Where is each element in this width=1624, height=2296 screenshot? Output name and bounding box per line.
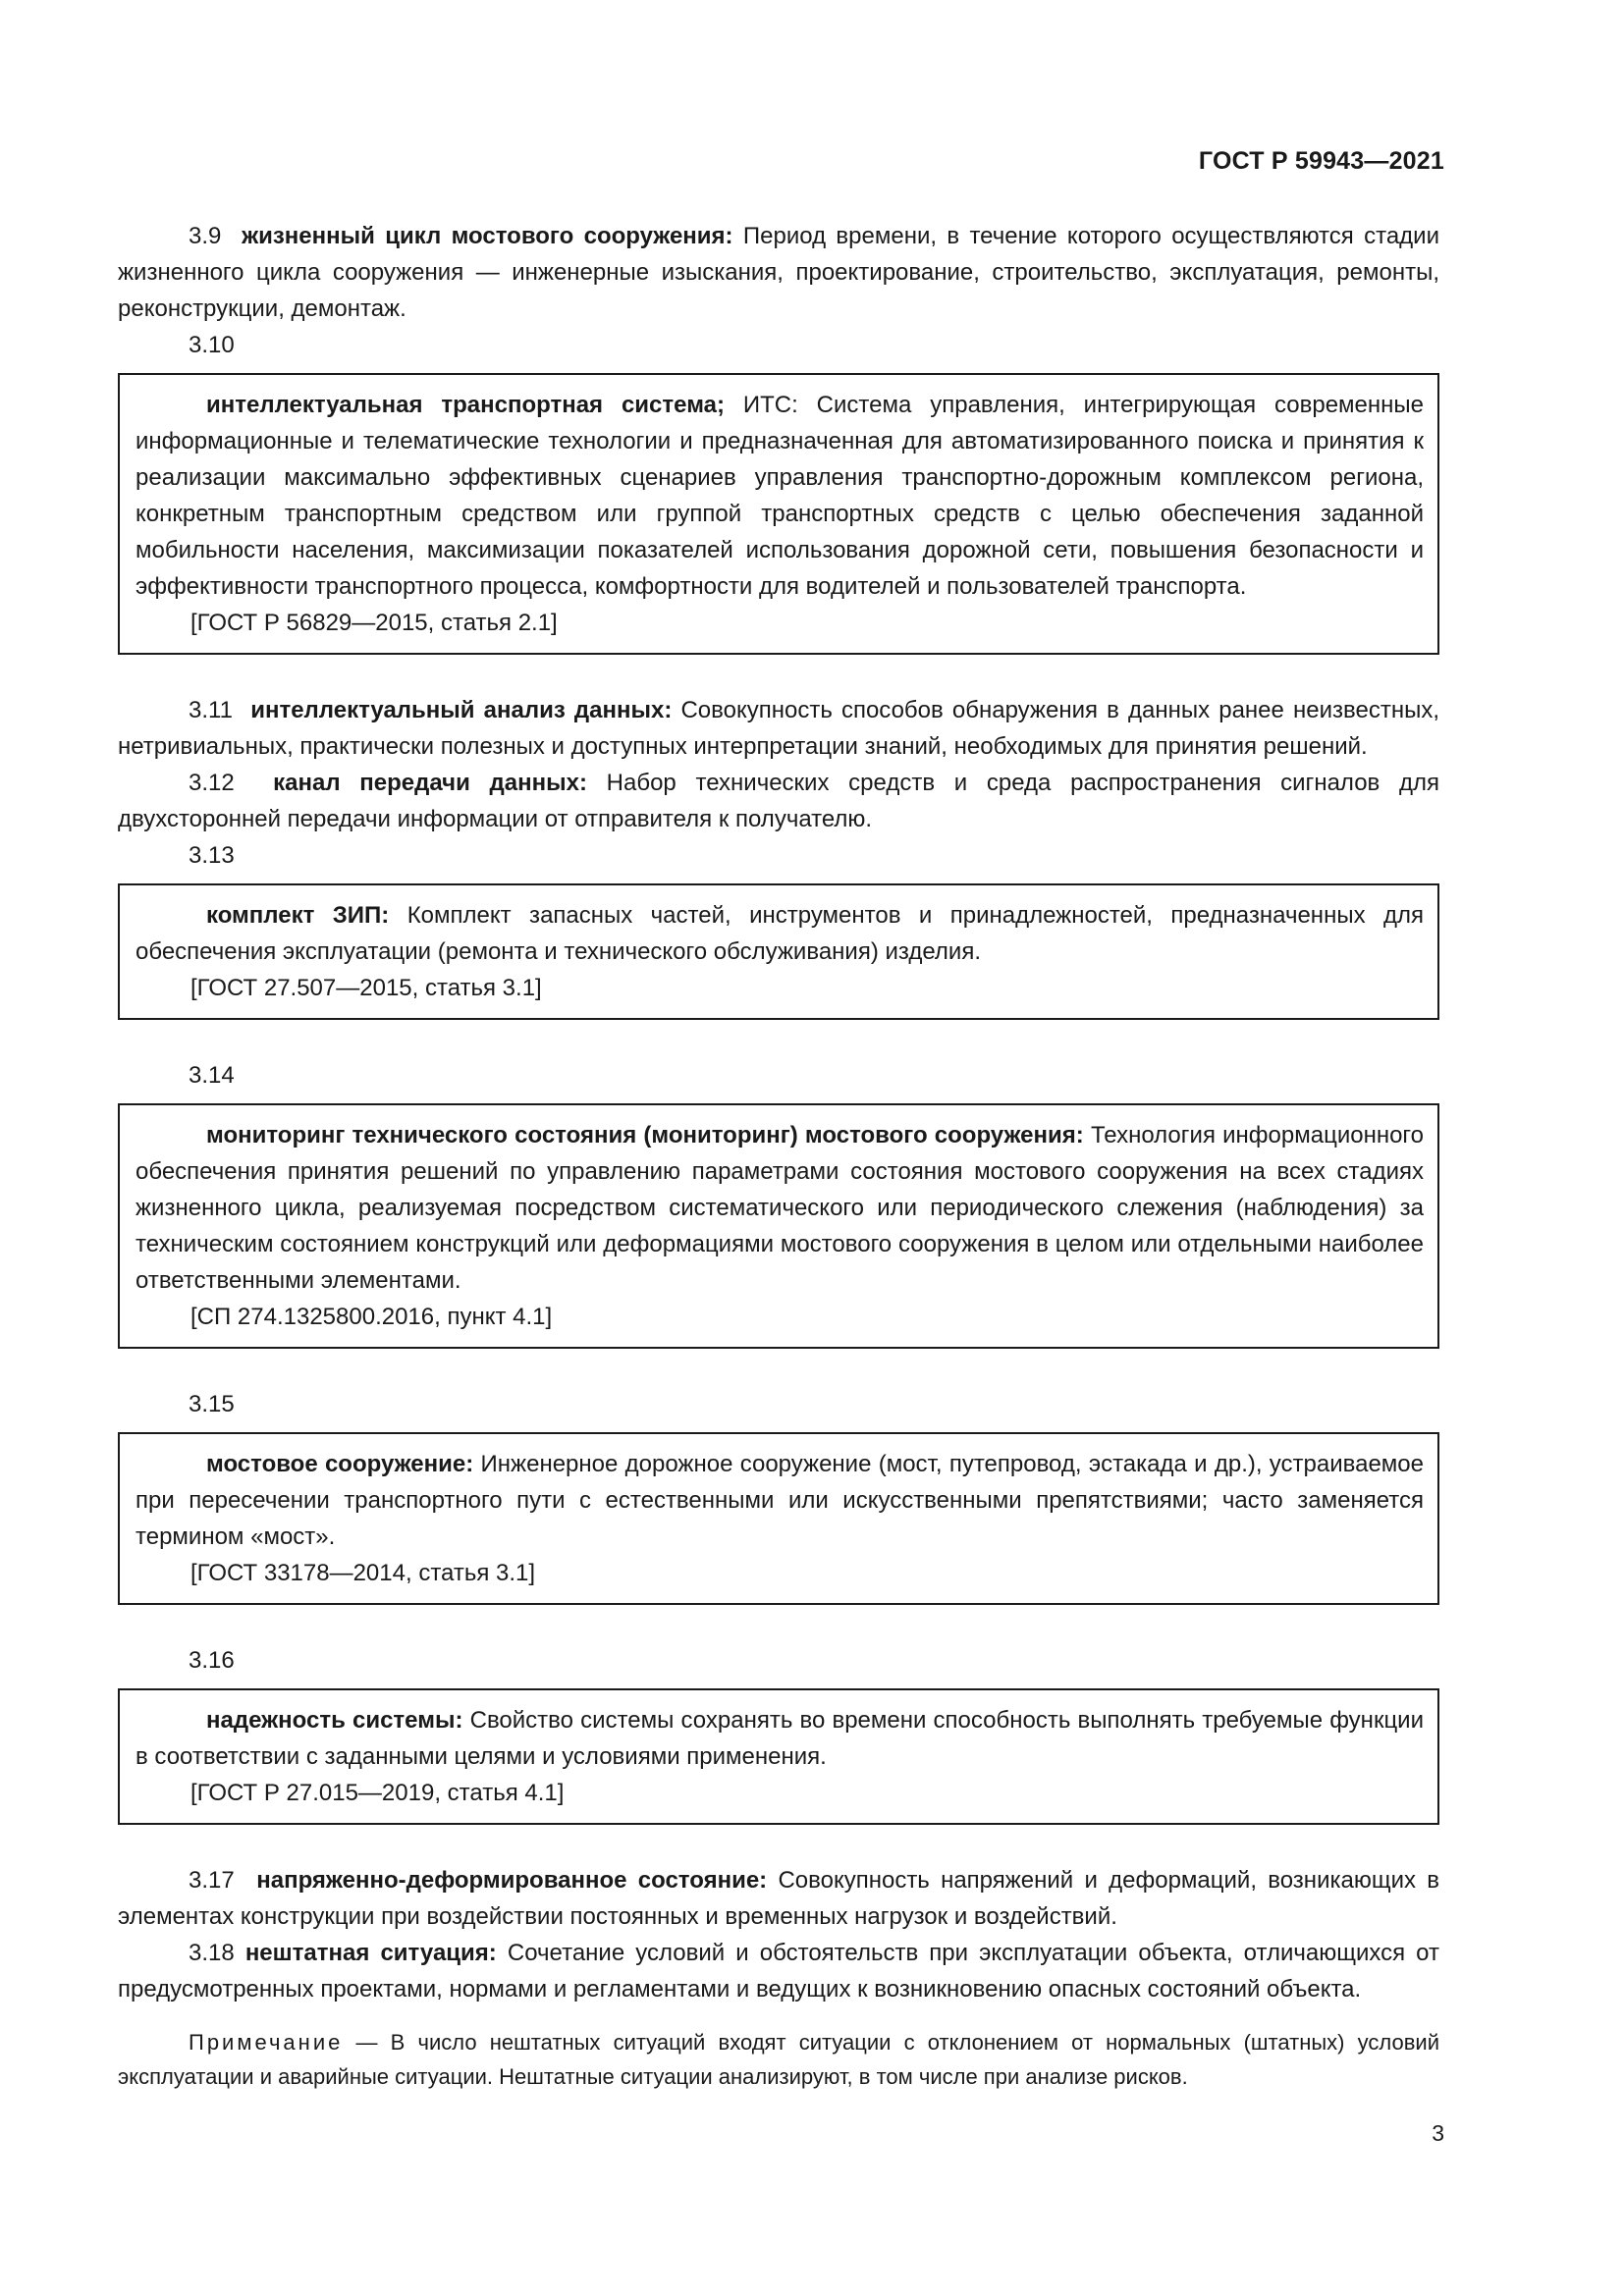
note-lead: Примечание <box>189 2030 344 2055</box>
entry-number: 3.9 <box>189 223 222 249</box>
entry-source: [ГОСТ Р 27.015—2019, статья 4.1] <box>190 1780 565 1806</box>
entry-source: [ГОСТ Р 56829—2015, статья 2.1] <box>190 610 558 636</box>
entry-definition: Набор технических средств и среда распространения сигналов для двухсторонней передачи информации от отправителя к получателю. <box>118 770 1439 832</box>
entry-source: [СП 274.1325800.2016, пункт 4.1] <box>190 1304 553 1330</box>
entry-3-17 <box>118 1862 1439 1935</box>
entry-definition: Совокупность способов обнаружения в данных ранее неизвестных, нетривиальных, практически полезных и доступных интерпретации знаний, необходимых для принятия решений. <box>118 697 1439 760</box>
entry-3-14-definition <box>135 1117 1424 1299</box>
entry-term: надежность системы: <box>206 1707 463 1734</box>
entry-3-11 <box>118 692 1439 765</box>
entry-term: мониторинг технического состояния (мониторинг) мостового сооружения: <box>206 1122 1084 1148</box>
entry-3-14-box <box>118 1103 1439 1349</box>
entry-definition: Свойство системы сохранять во времени способность выполнять требуемые функции в соответствии с заданными целями и условиями применения. <box>135 1707 1424 1770</box>
entry-source: [ГОСТ 27.507—2015, статья 3.1] <box>190 975 542 1001</box>
page-number: 3 <box>1432 2120 1444 2146</box>
entry-number: 3.18 <box>189 1940 235 1966</box>
entry-definition: Комплект запасных частей, инструментов и принадлежностей, предназначенных для обеспечения эксплуатации (ремонта и технического обслуживания) изделия. <box>135 902 1424 965</box>
entry-3-18 <box>118 1935 1439 2007</box>
entry-3-13-definition <box>135 897 1424 970</box>
entry-3-16-box <box>118 1688 1439 1825</box>
entry-number: 3.17 <box>189 1867 235 1894</box>
entry-3-10-definition <box>135 387 1424 605</box>
entry-3-14-number: 3.14 <box>189 1062 235 1089</box>
entry-3-15-box <box>118 1432 1439 1605</box>
entry-term: интеллектуальная транспортная система; <box>206 392 725 418</box>
entry-definition: Совокупность напряжений и деформаций, возникающих в элементах конструкции при воздействии постоянных и временных нагрузок и воздействий. <box>118 1867 1440 1930</box>
entry-definition: ИТС: Система управления, интегрирующая современные информационные и телематические технологии и предназначенная для автоматизированного поиска и принятия к реализации максимально эффективных сценариев управления транспортно-дорожным комплексом региона, конкретным транспортным средством или группой транспортных средств с целью обеспечения заданной мобильности населения, максимизации показателей использования дорожной сети, повышения безопасности и эффективности транспортного процесса, комфортности для водителей и пользователей транспорта. <box>135 392 1424 600</box>
entry-3-12 <box>118 765 1439 837</box>
document-body <box>118 218 1439 2094</box>
entry-3-15-number: 3.15 <box>189 1391 235 1417</box>
entry-source: [ГОСТ 33178—2014, статья 3.1] <box>190 1560 536 1586</box>
entry-term: мостовое сооружение: <box>206 1451 474 1477</box>
entry-3-13-number: 3.13 <box>189 842 235 869</box>
note <box>118 2025 1439 2094</box>
entry-number: 3.11 <box>189 697 233 723</box>
entry-term: интеллектуальный анализ данных: <box>250 697 673 723</box>
entry-definition: Инженерное дорожное сооружение (мост, путепровод, эстакада и др.), устраиваемое при пересечении транспортного пути с естественными или искусственными препятствиями; часто заменяется термином «мост». <box>135 1451 1425 1550</box>
entry-term: нештатная ситуация: <box>244 1940 497 1966</box>
entry-3-15-definition <box>135 1446 1424 1555</box>
entry-3-9 <box>118 218 1439 327</box>
document-id-header: ГОСТ Р 59943—2021 <box>1198 147 1444 175</box>
entry-3-10-number: 3.10 <box>189 332 235 358</box>
entry-3-10-box <box>118 373 1439 655</box>
entry-definition: Сочетание условий и обстоятельств при эксплуатации объекта, отличающихся от предусмотренных проектами, нормами и регламентами и ведущих к возникновению опасных состояний объекта. <box>118 1940 1439 2002</box>
entry-3-16-definition <box>135 1702 1424 1775</box>
note-text: — В число нештатных ситуаций входят ситуации с отклонением от нормальных (штатных) условий эксплуатации и аварийные ситуации. Нештатные ситуации анализируют, в том числе при анализе рисков. <box>118 2030 1439 2089</box>
entry-3-13-box <box>118 883 1439 1020</box>
entry-term: жизненный цикл мостового сооружения: <box>242 223 733 249</box>
entry-definition: Технология информационного обеспечения принятия решений по управлению параметрами состояния мостового сооружения на всех стадиях жизненного цикла, реализуемая посредством систематического или периодического слежения (наблюдения) за техническим состоянием конструкций или деформациями мостового сооружения в целом или отдельными наиболее ответственными элементами. <box>135 1122 1425 1294</box>
entry-term: напряженно-деформированное состояние: <box>256 1867 768 1894</box>
entry-definition: Период времени, в течение которого осуществляются стадии жизненного цикла сооружения — инженерные изыскания, проектирование, строительство, эксплуатация, ремонты, реконструкции, демонтаж. <box>118 223 1439 322</box>
entry-number: 3.12 <box>189 770 235 796</box>
entry-term: канал передачи данных: <box>273 770 587 796</box>
entry-term: комплект ЗИП: <box>206 902 390 929</box>
entry-3-16-number: 3.16 <box>189 1647 235 1674</box>
